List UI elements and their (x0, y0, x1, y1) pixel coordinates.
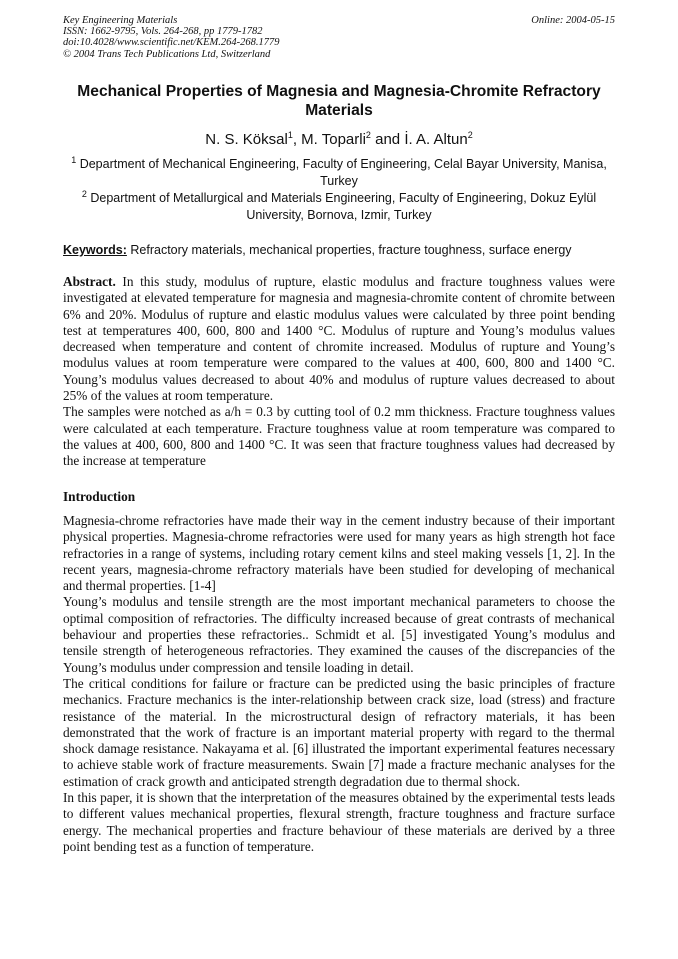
abstract-paragraph: The samples were notched as a/h = 0.3 by cutting tool of 0.2 mm thickness. Fracture toughness values were calculated at each temperature. Fracture toughness value at room temperature was compared to the values at 400, 600, 800 and 1400 °C. It was seen that fracture toughness values had decreased by the increase at temperature (63, 404, 615, 469)
introduction-paragraph: The critical conditions for failure or fracture can be predicted using the basic principles of fracture mechanics. Fracture mechanics is the inter-relationship between crack size, load (stress) and fracture resistance of the material. In the microstructural design of refractory materials, it has been demonstrated that the work of fracture is an important material property with regard to the thermal shock damage resistance. Nakayama et al. [6] illustrated the important experimental features necessary to achieve stable work of fracture measurements. Swain [7] made a fracture mechanic analyses for the estimation of crack growth and anticipated strength degradation due to thermal shock. (63, 675, 615, 789)
abstract-label: Abstract. (63, 274, 116, 289)
keywords (63, 242, 615, 258)
author-name: N. S. Köksal (205, 131, 288, 148)
doi-line: doi:10.4028/www.scientific.net/KEM.264-268.1779 (63, 37, 280, 49)
author-affiliation-mark: 1 (287, 130, 293, 140)
author-affiliation-mark: 2 (365, 130, 371, 140)
affiliation-mark: 2 (81, 188, 87, 199)
introduction-paragraph: Magnesia-chrome refractories have made their way in the cement industry because of their important physical properties. Magnesia-chrome refractories were used for many years as high strength hot face refractories in a range of systems, including rotary cement kilns and steel making vessels [1, 2]. In the recent years, magnesia-chrome refractory materials have been studied for developing of mechanical and thermal properties. [1-4] (63, 513, 615, 594)
affiliation-mark: 1 (71, 154, 77, 165)
keywords-text: Refractory materials, mechanical properties, fracture toughness, surface energy (126, 243, 572, 257)
keywords-label: Keywords: (63, 243, 127, 257)
copyright-line: © 2004 Trans Tech Publications Ltd, Switzerland (63, 48, 271, 60)
affiliation-text: Department of Mechanical Engineering, Faculty of Engineering, Celal Bayar University, Manisa, Turkey (79, 157, 607, 188)
online-date: Online: 2004-05-15 (531, 15, 615, 26)
affiliation (63, 156, 615, 189)
author-name: İ. A. Altun (404, 131, 468, 148)
author-list (63, 131, 615, 149)
affiliation (63, 190, 615, 223)
journal-header (63, 15, 280, 60)
journal-name: Key Engineering Materials (63, 15, 178, 26)
affiliation-text: Department of Metallurgical and Materials Engineering, Faculty of Engineering, Dokuz Eylül University, Bornova, Izmir, Turkey (90, 191, 597, 222)
introduction-body (63, 513, 615, 855)
introduction-paragraph: In this paper, it is shown that the interpretation of the measures obtained by the experimental tests leads to different values mechanical properties, flexural strength, fracture toughness and fracture surface energy. The mechanical properties and fracture behaviour of these materials are derived by a three point bending test as a function of temperature. (63, 790, 615, 854)
abstract (63, 274, 615, 470)
author-affiliation-mark: 2 (467, 130, 473, 140)
paper-title: Mechanical Properties of Magnesia and Magnesia-Chromite Refractory Materials (77, 83, 601, 119)
introduction-heading: Introduction (63, 489, 136, 504)
abstract-paragraph (63, 274, 615, 404)
author-separator: , (292, 131, 302, 148)
author-name: M. Toparli (301, 131, 366, 148)
author-separator: and (370, 131, 405, 148)
abstract-text: In this study, modulus of rupture, elastic modulus and fracture toughness values were investigated at elevated temperature for magnesia and magnesia-chromite content of chromite between 6% and 20%. Modulus of rupture and elastic modulus values were calculated by three point bending test at temperatures 400, 600, 800 and 1400 °C. Modulus of rupture and Young’s modulus values decreased when temperature and content of chromite increased. Modulus of rupture and Young’s modulus values at room temperature were compared to the values at 400, 600, 800 and 1400 °C. Young’s modulus values decreased to about 40% and modulus of rupture values decreased to about 25% of the values at room temperature. (63, 274, 615, 404)
issn-line: ISSN: 1662-9795, Vols. 264-268, pp 1779-1782 (63, 26, 263, 38)
introduction-paragraph: Young’s modulus and tensile strength are the most important mechanical parameters to choose the optimal composition of refractories. The difficulty increased because of great contrasts of mechanical behaviour and properties these refractories.. Schmidt et al. [5] investigated Young’s modulus and tensile strength of heterogeneous refractories. They examined the causes of the discrepancies of the Young’s modulus under compression and tensile loading in detail. (63, 594, 615, 675)
